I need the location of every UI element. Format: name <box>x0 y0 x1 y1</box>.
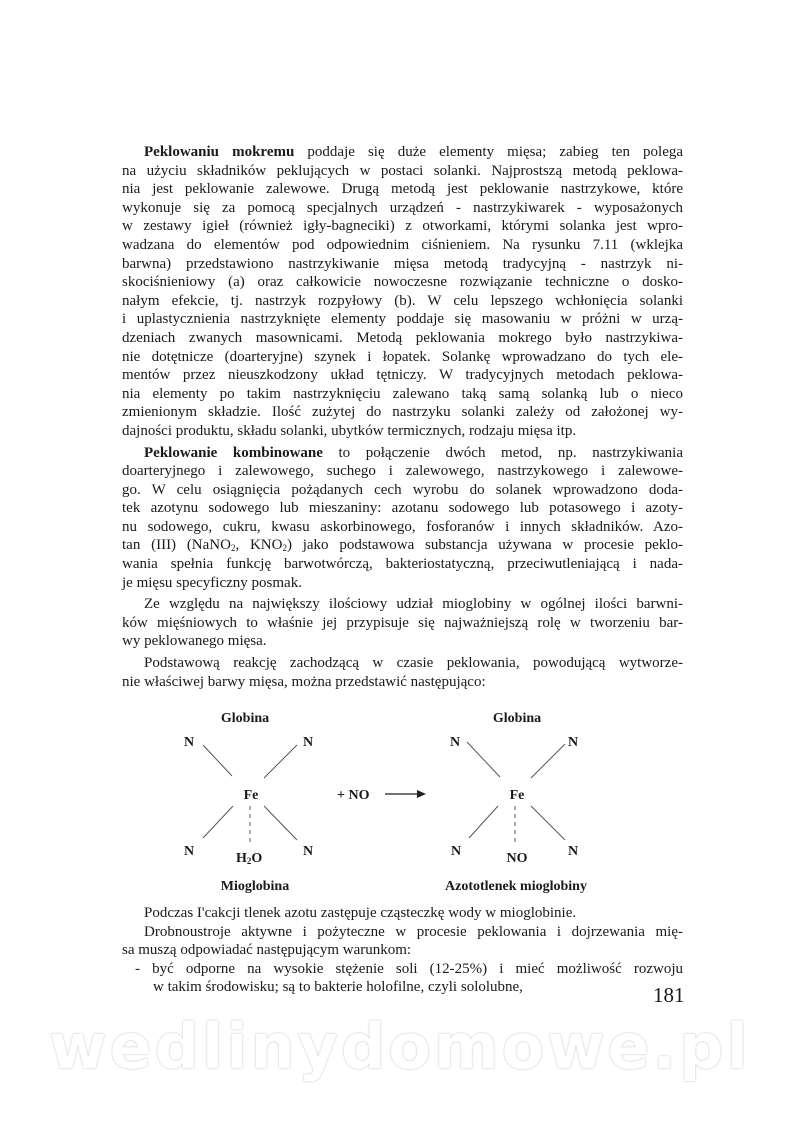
text-line: zmienionym składzie. Ilość zużytej do nastrzyku solanki zależy od założonej wy- <box>122 404 683 421</box>
left-n-top-right: N <box>303 735 314 750</box>
text-line: nia elementy po takim nastrzyknięciu zalewano taką samą solanką lub o nieco <box>122 385 683 402</box>
text-line: je mięsu specyficzny posmak. <box>122 574 302 591</box>
text-line: sa muszą odpowiadać następującym warunkom: <box>122 942 412 959</box>
text-line: wadzana do elementów pod odpowiednim ciśnieniem. Na rysunku 7.11 (wklejka <box>122 236 683 253</box>
right-n-top-right: N <box>568 735 579 750</box>
water-ligand: H2O <box>236 851 263 866</box>
text-line: wykonuje się za pomocą specjalnych urządzeń - nastrzykiwarek - wyposażonych <box>122 199 683 216</box>
left-n-bottom-right: N <box>303 844 314 859</box>
right-globina-label: Globina <box>492 711 542 726</box>
azototlenek-structure <box>445 711 587 894</box>
text-line: tek azotynu sodowego lub mieszaniny: azotanu sodowego lub potasowego i azoty- <box>122 500 683 517</box>
list-item: - być odporne na wysokie stężenie soli (12-25%) i mieć możliwość rozwoju <box>135 960 683 977</box>
list-item-continuation: w takim środowisku; są to bakterie holofilne, czyli sololubne, <box>153 979 523 996</box>
no-ligand: NO <box>506 851 528 866</box>
text-line: i uplastycznienia nastrzyknięte elementy poddaje się masowaniu w próżni w urzą- <box>122 311 683 328</box>
right-n-bottom-left: N <box>451 844 462 859</box>
right-fe-label: Fe <box>509 788 525 803</box>
bold-term: Peklowanie kombinowane <box>144 444 323 461</box>
text-line: barwna) przedstawiono nastrzykiwanie mięsa metodą tradycyjną - nastrzyk ni- <box>122 255 683 272</box>
subscript: 2 <box>282 543 287 554</box>
left-globina-label: Globina <box>220 711 270 726</box>
text-line: Podstawową reakcję zachodzącą w czasie peklowania, powodującą wytworze- <box>144 655 683 672</box>
watermark: wedlinydomowe.pl <box>49 1010 751 1083</box>
text-run: poddaje się duże elementy mięsa; zabieg ten polega <box>294 144 684 160</box>
page-number: 181 <box>653 983 685 1007</box>
bold-term: Peklowaniu mokremu <box>144 144 295 160</box>
left-caption: Mioglobina <box>220 879 290 894</box>
text-line: nia jest peklowanie zalewowe. Drugą metodą jest peklowanie nastrzykowe, które <box>122 181 683 198</box>
text-line: wania spełnia funkcję barwotwórczą, bakteriostatyczną, przeciwutleniającą i nada- <box>122 556 683 573</box>
text-run: tan (III) (NaNO <box>122 537 231 554</box>
text-after-diagram <box>122 904 683 997</box>
text-line: Ze względu na największy ilościowy udział mioglobiny w ogólnej ilości barwni- <box>144 596 683 613</box>
text-line: mentów przez nieuszkodzony układ tętniczy. W tradycyjnych metodach peklowa- <box>122 367 683 384</box>
left-n-bottom-left: N <box>184 844 195 859</box>
text-run: , KNO <box>235 537 283 554</box>
text-line: w zestawy igieł (również igły-bagneciki) z otworkami, którymi solanka jest wpro- <box>122 218 683 235</box>
text-line: na użyciu składników peklujących w postaci solanki. Najprostszą metodą peklowa- <box>122 162 683 179</box>
text-run: ) jako podstawowa substancja używana w procesie peklo- <box>286 537 683 554</box>
text-line: go. W celu osiągnięcia pożądanych cech wyrobu do solanek wprowadzono doda- <box>122 481 683 498</box>
right-caption: Azototlenek mioglobiny <box>445 879 587 894</box>
text-line: Podczas I'cakcji tlenek azotu zastępuje cząsteczkę wody w mioglobinie. <box>144 905 577 921</box>
text-line: nu sodowego, cukru, kwasu askorbinowego, fosforanów i innych składników. Azo- <box>122 518 683 535</box>
text-line: nie właściwej barwy mięsa, można przedstawić następująco: <box>122 673 486 690</box>
mioglobina-structure <box>184 711 313 894</box>
reagent-no: + NO <box>337 788 370 803</box>
left-fe-label: Fe <box>243 788 259 803</box>
subscript: 2 <box>230 543 236 554</box>
right-n-top-left: N <box>450 735 461 750</box>
reaction-arrow <box>385 790 426 798</box>
text-run: to połączenie dwóch metod, np. nastrzykiwania <box>322 444 683 461</box>
text-line: doarteryjnego i zalewowego, suchego i zalewowego, nastrzykowego i zalewowe- <box>122 463 683 480</box>
text-line: dzeniach zwanych masownicami. Metodą peklowania mokrego było nastrzykiwa- <box>122 329 683 346</box>
text-line: nie dotętnicze (doarteryjne) szynek i łopatek. Solankę wprowadzano do tych ele- <box>122 348 683 365</box>
right-n-bottom-right: N <box>568 844 579 859</box>
text-line: dajności produktu, składu solanki, ubytków termicznych, rodzaju mięsa itp. <box>122 422 577 439</box>
text-line: wy peklowanego mięsa. <box>122 633 267 650</box>
left-n-top-left: N <box>184 735 195 750</box>
text-line: Drobnoustroje aktywne i pożyteczne w procesie peklowania i dojrzewania mię- <box>144 923 683 940</box>
text-line: ków mięśniowych to właśnie jej przypisuje się najważniejszą rolę w tworzeniu bar- <box>122 614 683 631</box>
text-line: skociśnieniowy (a) oraz całkowicie nowoczesne rozwiązanie techniczne o dosko- <box>122 274 683 291</box>
text-line: nałym efekcie, tj. nastrzyk rozpyłowy (b). W celu lepszego wchłonięcia solanki <box>122 292 683 309</box>
